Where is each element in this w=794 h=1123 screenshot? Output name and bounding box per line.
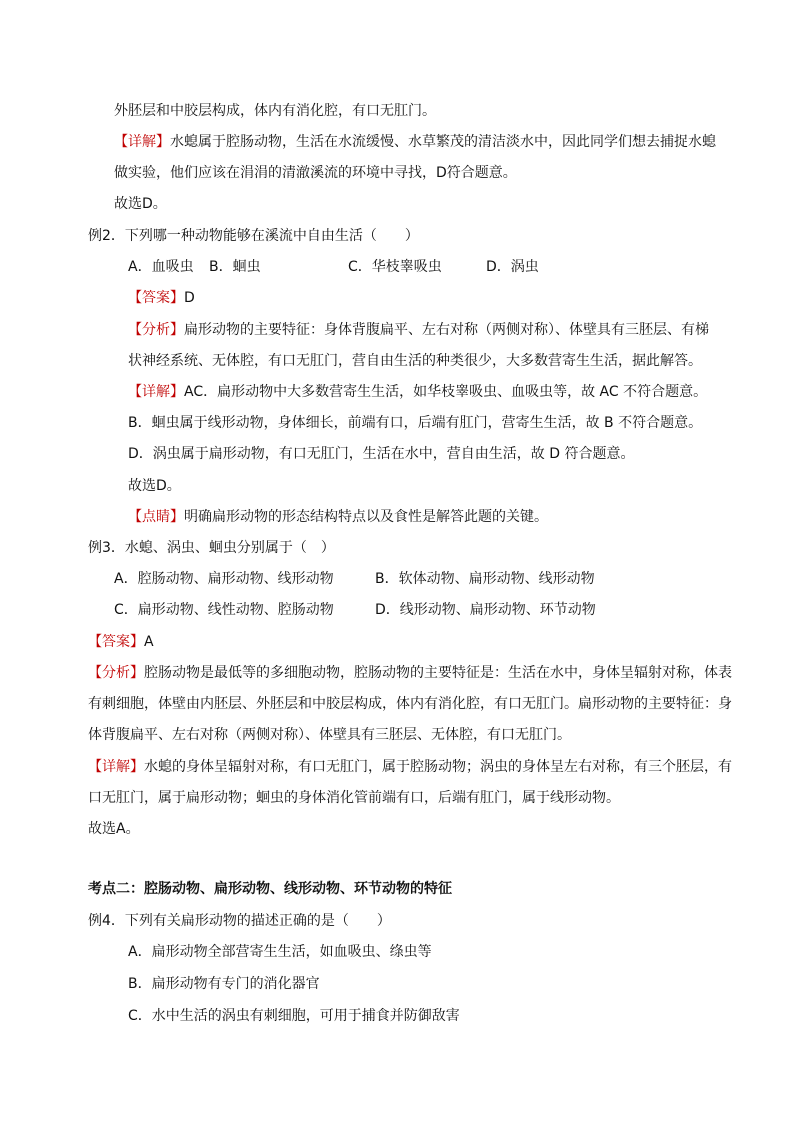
answer-tag: 【答案】 [88, 634, 144, 650]
ex3-option-c: C．扁形动物、线性动物、腔肠动物 [114, 602, 334, 618]
ex3-option-d: D．线形动物、扁形动物、环节动物 [375, 602, 596, 618]
ex2-analysis-text-1: 扁形动物的主要特征：身体背腹扁平、左右对称（两侧对称）、体壁具有三胚层、有梯 [184, 322, 709, 338]
ex2-analysis-line-1 [128, 320, 709, 340]
ex4-question: 例4．下列有关扁形动物的描述正确的是（ ） [88, 913, 391, 929]
ex2-detail-text-1: AC．扁形动物中大多数营寄生生活，如华枝睾吸虫、血吸虫等，故 AC 不符合题意。 [184, 384, 708, 400]
ex3-question: 例3．水螅、涡虫、蛔虫分别属于（ ） [88, 540, 335, 556]
ex3-answer-value: A [144, 634, 154, 650]
ex1-choose: 故选D。 [114, 196, 167, 212]
ex2-option-d: D．涡虫 [486, 259, 539, 275]
ex3-option-a: A．腔肠动物、扁形动物、线形动物 [114, 571, 334, 587]
ex2-option-b: B．蛔虫 [209, 259, 261, 275]
ex2-option-a: A．血吸虫 [128, 259, 194, 275]
ex3-analysis-line-2: 有刺细胞，体壁由内胚层、外胚层和中胶层构成，体内有消化腔，有口无肛门。扁形动物的主要特征：身 [88, 696, 732, 712]
ex4-option-b: B．扁形动物有专门的消化器官 [128, 976, 320, 992]
ex1-analysis-continued: 外胚层和中胶层构成，体内有消化腔，有口无肛门。 [114, 103, 436, 119]
ex3-answer [88, 632, 154, 652]
ex1-detail-line-2: 做实验，他们应该在涓涓的清澈溪流的环境中寻找，D符合题意。 [114, 165, 517, 181]
ex4-option-a: A．扁形动物全部营寄生生活，如血吸虫、绦虫等 [128, 944, 432, 960]
ex2-detail-line-1 [128, 382, 707, 402]
ex1-detail-line-1 [114, 132, 716, 152]
ex3-detail-text-1: 水螅的身体呈辐射对称，有口无肛门，属于腔肠动物；涡虫的身体呈左右对称，有三个胚层，有 [144, 759, 732, 775]
ex2-analysis-line-2: 状神经系统、无体腔，有口无肛门，营自由生活的种类很少，大多数营寄生生活，据此解答。 [128, 353, 702, 369]
ex1-detail-text-1: 水螅属于腔肠动物，生活在水流缓慢、水草繁茂的清洁淡水中，因此同学们想去捕捉水螅 [170, 134, 716, 150]
analysis-tag: 【分析】 [128, 322, 184, 338]
ex3-choose: 故选A。 [88, 821, 140, 837]
detail-tag: 【详解】 [88, 759, 144, 775]
ex2-answer-value: D [184, 290, 195, 306]
ex2-choose: 故选D。 [128, 478, 181, 494]
analysis-tag: 【分析】 [88, 665, 144, 681]
ex2-question: 例2．下列哪一种动物能够在溪流中自由生活（ ） [88, 228, 419, 244]
note-tag: 【点睛】 [128, 509, 184, 525]
detail-tag: 【详解】 [128, 384, 184, 400]
ex3-analysis-text-1: 腔肠动物是最低等的多细胞动物，腔肠动物的主要特征是：生活在水中，身体呈辐射对称，体表 [144, 665, 732, 681]
ex2-option-c: C．华枝睾吸虫 [348, 259, 442, 275]
ex3-detail-line-1 [88, 757, 732, 777]
ex3-option-b: B．软体动物、扁形动物、线形动物 [375, 571, 595, 587]
ex2-note-text: 明确扁形动物的形态结构特点以及食性是解答此题的关键。 [184, 509, 548, 525]
ex2-note [128, 507, 548, 527]
section-heading: 考点二：腔肠动物、扁形动物、线形动物、环节动物的特征 [88, 881, 452, 897]
ex3-analysis-line-1 [88, 663, 732, 683]
ex4-option-c: C．水中生活的涡虫有刺细胞，可用于捕食并防御敌害 [128, 1008, 460, 1024]
ex2-detail-line-3: D．涡虫属于扁形动物，有口无肛门，生活在水中，营自由生活，故 D 符合题意。 [128, 446, 635, 462]
ex2-answer [128, 288, 195, 308]
detail-tag: 【详解】 [114, 134, 170, 150]
ex2-detail-line-2: B．蛔虫属于线形动物，身体细长，前端有口，后端有肛门，营寄生生活，故 B 不符合题意。 [128, 415, 703, 431]
ex3-analysis-line-3: 体背腹扁平、左右对称（两侧对称）、体壁具有三胚层、无体腔，有口无肛门。 [88, 727, 571, 743]
answer-tag: 【答案】 [128, 290, 184, 306]
ex3-detail-line-2: 口无肛门，属于扁形动物；蛔虫的身体消化管前端有口，后端有肛门，属于线形动物。 [88, 790, 620, 806]
